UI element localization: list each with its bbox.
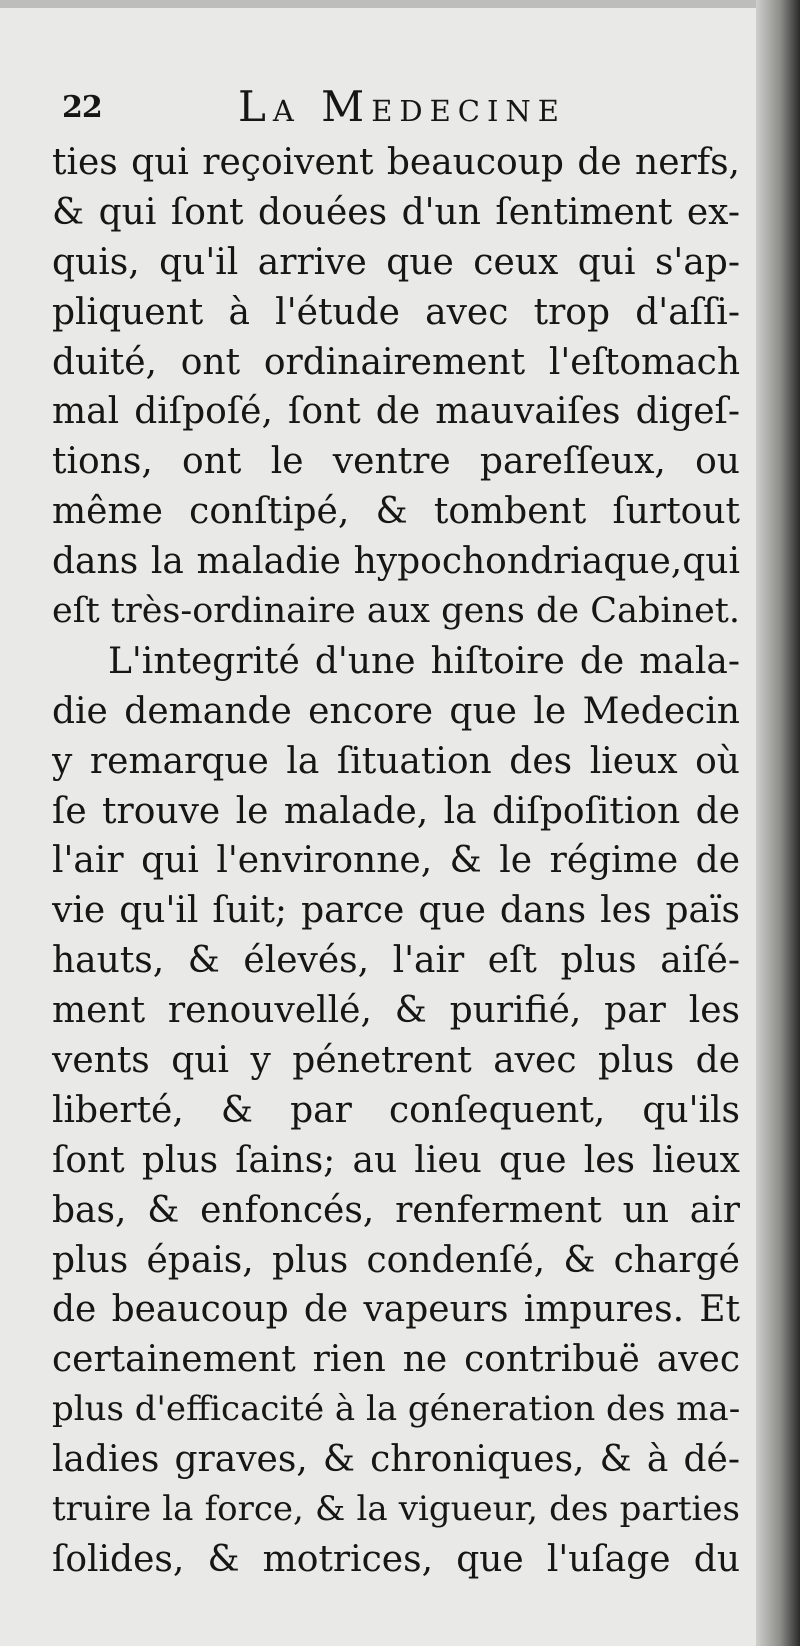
page-binding-shadow xyxy=(756,0,800,1646)
text-line: vents qui y pénetrent avec plus de xyxy=(52,1040,740,1082)
text-line: y remarque la ſituation des lieux où xyxy=(52,740,740,782)
text-line: quis, qu'il arrive que ceux qui s'ap- xyxy=(52,241,740,283)
text-line: ſolides, & motrices, que l'uſage du xyxy=(52,1538,740,1580)
text-line: & qui ſont douées d'un ſentiment ex- xyxy=(52,191,740,233)
page-number: 22 xyxy=(62,90,102,125)
text-line: truire la force, & la vigueur, des parties xyxy=(52,1489,740,1530)
text-line: pliquent à l'étude avec trop d'aſſi- xyxy=(52,291,740,333)
text-line: liberté, & par conſequent, qu'ils xyxy=(52,1089,740,1131)
text-line: eſt très-ordinaire aux gens de Cabinet. xyxy=(52,591,740,632)
text-line: plus épais, plus condenſé, & chargé xyxy=(52,1239,740,1281)
text-line: ment renouvellé, & purifié, par les xyxy=(52,990,740,1032)
paragraph-start-line: L'integrité d'une hiſtoire de mala- xyxy=(108,640,740,682)
text-line: vie qu'il ſuit; parce que dans les païs xyxy=(52,890,740,932)
text-line: die demande encore que le Medecin xyxy=(52,690,740,732)
text-line: bas, & enfoncés, renferment un air xyxy=(52,1189,740,1231)
page-top-edge xyxy=(0,0,800,8)
text-line: hauts, & élevés, l'air eſt plus aiſé- xyxy=(52,940,740,982)
text-line: même conſtipé, & tombent ſurtout xyxy=(52,491,740,533)
text-line: dans la maladie hypochondriaque,qui xyxy=(52,541,740,583)
text-line: plus d'efficacité à la géneration des ma- xyxy=(52,1389,740,1430)
text-line: tions, ont le ventre pareſſeux, ou xyxy=(52,441,740,483)
text-line: mal diſpoſé, ſont de mauvaiſes digeſ- xyxy=(52,391,740,433)
text-line: de beaucoup de vapeurs impures. Et xyxy=(52,1289,740,1331)
text-line: l'air qui l'environne, & le régime de xyxy=(52,840,740,882)
page-header xyxy=(62,82,742,138)
body-text xyxy=(52,138,740,1585)
text-line: ladies graves, & chroniques, & à dé- xyxy=(52,1439,740,1481)
text-line: ſont plus ſains; au lieu que les lieux xyxy=(52,1139,740,1181)
text-line: certainement rien ne contribuë avec xyxy=(52,1339,740,1381)
text-line: ties qui reçoivent beaucoup de nerfs, xyxy=(52,142,740,183)
running-title: La Medecine xyxy=(238,82,566,131)
text-line: duité, ont ordinairement l'eſtomach xyxy=(52,341,740,383)
text-line: ſe trouve le malade, la diſpoſition de xyxy=(52,790,740,832)
